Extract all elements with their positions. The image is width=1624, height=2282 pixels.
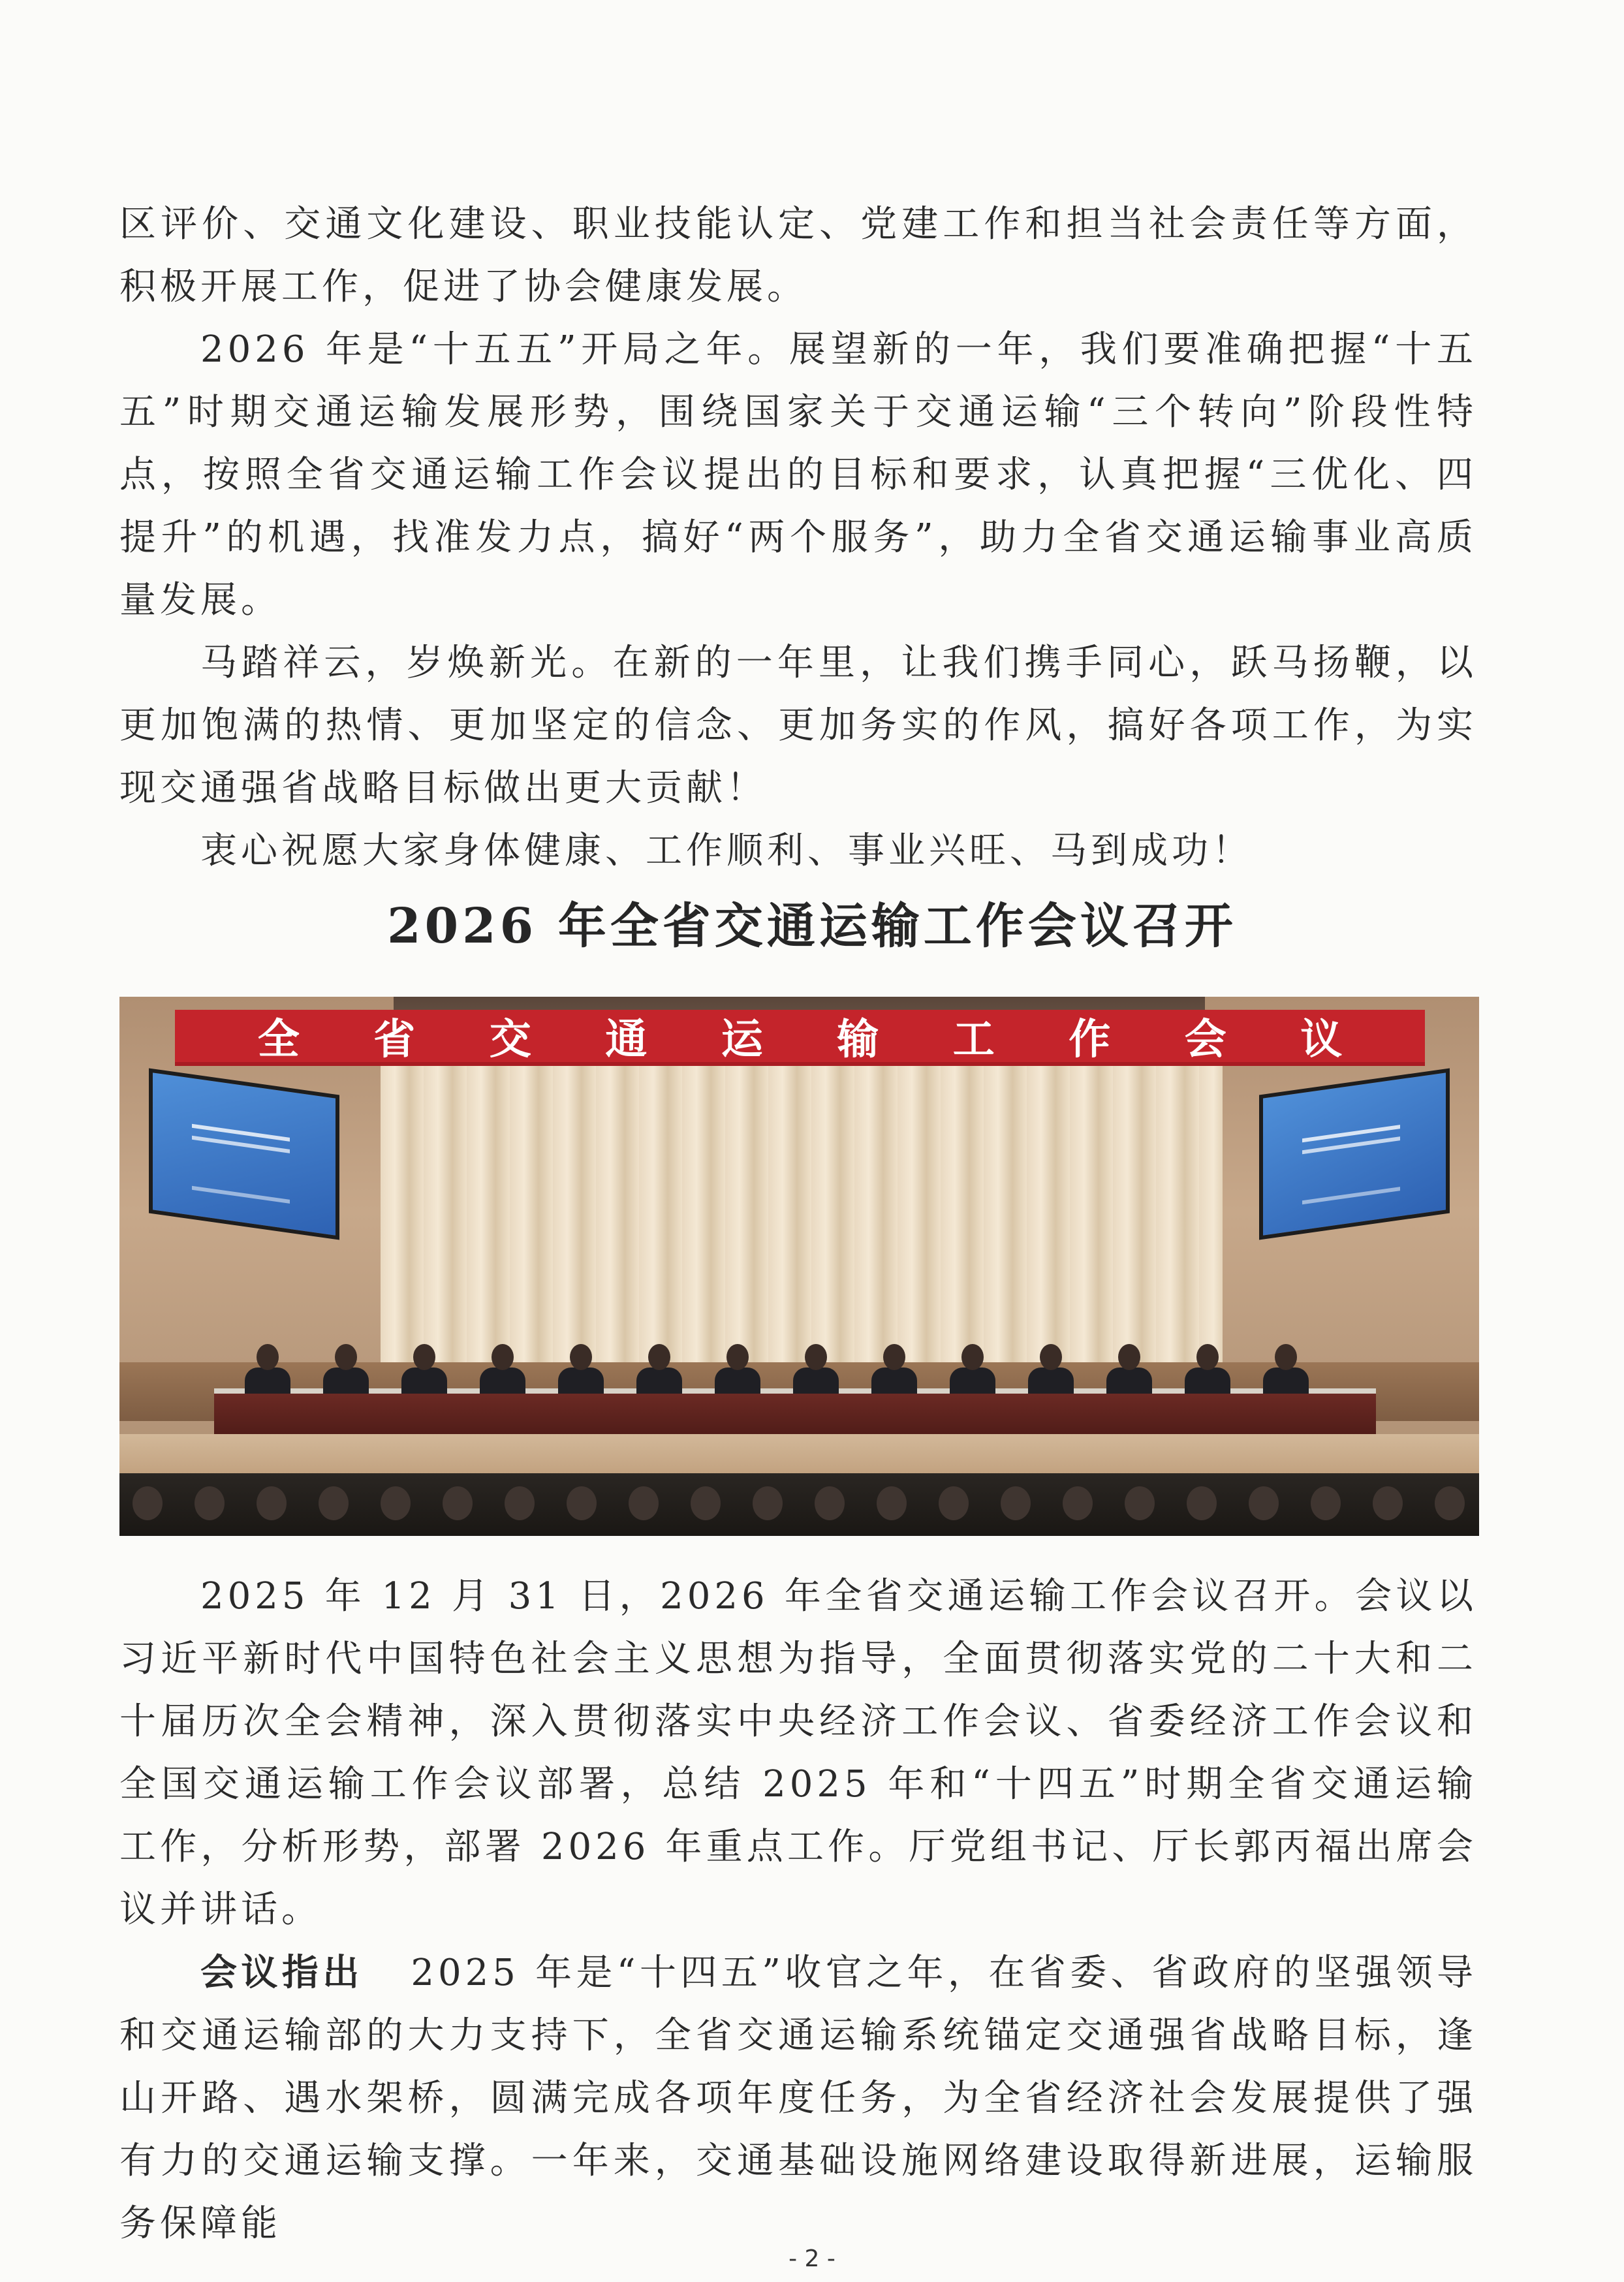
presidium-member-head — [726, 1344, 749, 1370]
article-paragraph-2 — [119, 1941, 1477, 2255]
presidium-member — [245, 1368, 290, 1394]
audience-member — [1187, 1486, 1217, 1520]
banner-char: 省 — [373, 1016, 416, 1064]
banner-char: 工 — [952, 1016, 995, 1064]
intro-paragraph-4: 衷心祝愿大家身体健康、工作顺利、事业兴旺、马到成功！ — [200, 830, 1253, 872]
presidium-member — [1185, 1368, 1230, 1394]
audience-member — [1373, 1486, 1403, 1520]
presidium-member — [636, 1368, 682, 1394]
presidium-member — [950, 1368, 995, 1394]
presidium-member-head — [1275, 1344, 1297, 1370]
audience-member — [1063, 1486, 1093, 1520]
banner-char: 会 — [1184, 1016, 1226, 1064]
audience-member — [877, 1486, 907, 1520]
presidium-member — [480, 1368, 525, 1394]
intro-paragraph-3: 马踏祥云，岁焕新光。在新的一年里，让我们携手同心，跃马扬鞭，以更加饱满的热情、更加坚定的信念、更加务实的作风，搞好各项工作，为实现交通强省战略目标做出更大贡献！ — [119, 642, 1477, 809]
presidium-member — [793, 1368, 839, 1394]
presidium-member — [715, 1368, 760, 1394]
audience-member — [567, 1486, 597, 1520]
conference-banner — [175, 1010, 1425, 1066]
presidium-member-head — [492, 1344, 514, 1370]
display-screen-left — [149, 1068, 339, 1240]
audience-member — [505, 1486, 535, 1520]
audience-member — [443, 1486, 473, 1520]
presidium-member — [1263, 1368, 1309, 1394]
audience-member — [939, 1486, 969, 1520]
audience-member — [1125, 1486, 1155, 1520]
conference-photo — [119, 997, 1479, 1536]
banner-char: 作 — [1069, 1016, 1111, 1064]
audience-member — [629, 1486, 659, 1520]
presidium-member-head — [1196, 1344, 1219, 1370]
paragraph-lead: 会议指出 — [200, 1951, 364, 1994]
presidium-member — [1028, 1368, 1074, 1394]
display-screen-right — [1259, 1068, 1450, 1240]
audience-area — [119, 1473, 1479, 1536]
audience-member — [691, 1486, 721, 1520]
banner-char: 通 — [605, 1016, 648, 1064]
audience-member — [319, 1486, 349, 1520]
audience-member — [1249, 1486, 1279, 1520]
audience-member — [1311, 1486, 1341, 1520]
banner-char: 输 — [837, 1016, 879, 1064]
presidium-member-head — [257, 1344, 279, 1370]
audience-member — [257, 1486, 287, 1520]
presidium-member — [1106, 1368, 1152, 1394]
presidium-member-head — [805, 1344, 827, 1370]
banner-char: 议 — [1300, 1016, 1343, 1064]
presidium-desk — [214, 1388, 1376, 1439]
page-number: - 2 - — [789, 2245, 835, 2272]
banner-char: 全 — [257, 1016, 300, 1064]
audience-member — [753, 1486, 783, 1520]
presidium-member-head — [883, 1344, 905, 1370]
presidium-member-head — [335, 1344, 357, 1370]
banner-char: 交 — [489, 1016, 531, 1064]
presidium-member-head — [648, 1344, 670, 1370]
article-title: 2026 年全省交通运输工作会议召开 — [387, 898, 1237, 954]
presidium-member-head — [570, 1344, 592, 1370]
presidium-member-head — [413, 1344, 435, 1370]
audience-member — [381, 1486, 411, 1520]
presidium-member-head — [1040, 1344, 1062, 1370]
intro-paragraph-2: 2026 年是“十五五”开局之年。展望新的一年，我们要准确把握“十五五”时期交通运输发展形势，围绕国家关于交通运输“三个转向”阶段性特点，按照全省交通运输工作会议提出的目标和要求，认真把握“三优化、四提升”的机遇，找准发力点，搞好“两个服务”，助力全省交通运输事业高质量发展。 — [119, 328, 1477, 621]
presidium-member — [401, 1368, 447, 1394]
intro-section — [119, 193, 1477, 883]
audience-member — [1435, 1486, 1465, 1520]
audience-member — [195, 1486, 225, 1520]
audience-member — [1001, 1486, 1031, 1520]
presidium-member-head — [961, 1344, 984, 1370]
article-paragraph-1: 2025 年 12 月 31 日，2026 年全省交通运输工作会议召开。会议以习近平新时代中国特色社会主义思想为指导，全面贯彻落实党的二十大和二十届历次全会精神，深入贯彻落实中央经济工作会议、省委经济工作会议和全国交通运输工作会议部署，总结 2025 年和“十四五”时期全省交通运输工作，分析形势，部署 2026 年重点工作。厅党组书记、厅长郭丙福出席会议并讲话。 — [119, 1575, 1477, 1931]
presidium-member — [323, 1368, 369, 1394]
paragraph-2-text: 2025 年是“十四五”收官之年，在省委、省政府的坚强领导和交通运输部的大力支持下，全省交通运输系统锚定交通强省战略目标，逢山开路、遇水架桥，圆满完成各项年度任务，为全省经济社会发展提供了强有力的交通运输支撑。一年来，交通基础设施网络建设取得新进展，运输服务保障能 — [119, 1952, 1478, 2245]
banner-char: 运 — [721, 1016, 763, 1064]
presidium-member-head — [1118, 1344, 1140, 1370]
intro-paragraph-1: 区评价、交通文化建设、职业技能认定、党建工作和担当社会责任等方面，积极开展工作，促进了协会健康发展。 — [119, 203, 1477, 308]
stage-curtain — [381, 1066, 1223, 1392]
article-body — [119, 1565, 1477, 2255]
presidium-member — [558, 1368, 604, 1394]
presidium-member — [871, 1368, 917, 1394]
audience-member — [815, 1486, 845, 1520]
audience-member — [133, 1486, 163, 1520]
